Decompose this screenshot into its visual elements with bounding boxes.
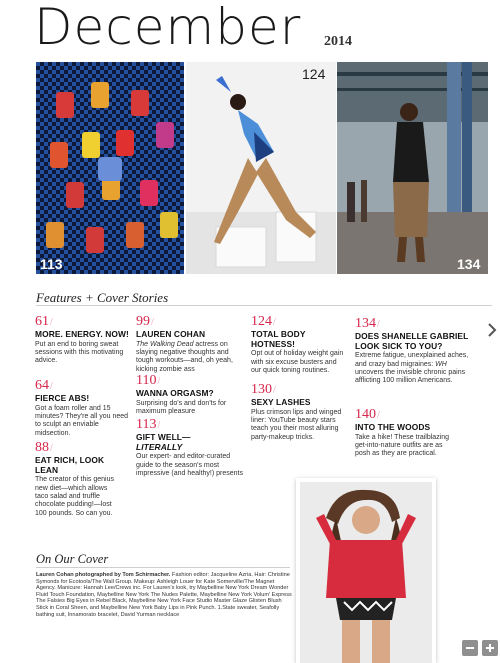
story-item[interactable] (136, 373, 244, 416)
section-divider (36, 567, 290, 568)
story-item[interactable] (35, 314, 129, 366)
street-woman-image (337, 62, 488, 274)
story-title-line2: LITERALLY (136, 441, 183, 452)
story-dek: The creator of this genius new diet—which allows taco salad and truffle chocolate pudding!—lost 100 pounds. So can you. (35, 476, 114, 517)
story-title: WANNA ORGASM? (136, 388, 214, 398)
story-title: DOES SHANELLE GABRIEL LOOK SICK TO YOU? (355, 331, 469, 351)
issue-year: 2014 (324, 34, 352, 49)
story-page-number: 140/ (355, 407, 380, 422)
cover-credits: Lauren Cohan photographed by Tom Schirmacher. Fashion editor: Jacqueline Azria. Hair: Christine Symonds for Ecotools/The Wall Group. Makeup: Ashleigh Louer for Kate Somerville/The Magnet Agency. Manicure: Hannah Lee/Crews inc. For Lauren's look, try Maybelline New York Dream Wonder Fluid Touch Foundation, Maybelline New York The Nudes Palette, Maybelline New York Volum' Express The Falsies Big Eyes in Rebel Black, Maybelline New York Face Studio Master Glaze Glisten Blush Stick in Coral Sheen, and Maybelline New York Baby Lips in Pink Punch. 1.State sweater, Seafolly bathing suit, Innamorato bracelet, David Yurman necklace (36, 572, 292, 618)
story-dek: Our expert- and editor-curated guide to the season's most impressive (and healthy!) presents (136, 453, 243, 477)
story-item[interactable] (35, 440, 115, 518)
jumping-woman-image (186, 62, 336, 274)
story-title: FIERCE ABS! (35, 393, 90, 403)
story-item[interactable] (35, 378, 129, 438)
nail-polish-image (36, 62, 184, 274)
photo-jumping-woman[interactable] (186, 62, 336, 274)
zoom-in-button[interactable] (482, 640, 498, 656)
story-page-number: 61/ (35, 314, 53, 329)
cover-header: On Our Cover (36, 552, 109, 566)
story-page-number: 124/ (251, 314, 276, 329)
photo-page-number: 113 (40, 256, 63, 272)
section-divider (36, 305, 492, 306)
story-dek: The Walking Dead actress on slaying negative thoughts and tough workouts—and, oh yeah, kicking zombie ass (136, 340, 233, 373)
story-dek: Take a hike! These trailblazing get-into-nature outfits are as posh as they are practical. (355, 433, 450, 458)
chevron-right-icon (484, 322, 500, 338)
story-dek: Put an end to boring sweat sessions with this motivating advice. (35, 340, 124, 365)
story-page-number: 134/ (355, 316, 380, 331)
story-dek: Extreme fatigue, unexplained aches, and crazy bad migraines: WH uncovers the invisible chronic pains afflicting 100 million Americans. (355, 352, 469, 385)
story-page-number: 64/ (35, 378, 53, 393)
plus-icon (482, 640, 498, 656)
next-page-button[interactable] (484, 322, 500, 338)
story-title: INTO THE WOODS (355, 422, 431, 432)
page-title: December (34, 0, 302, 56)
story-dek: Plus crimson lips and winged liner: YouTube beauty stars teach you their most alluring party-makeup tricks. (251, 408, 342, 441)
zoom-out-button[interactable] (462, 640, 478, 656)
photo-street-woman[interactable] (337, 62, 488, 274)
story-page-number: 130/ (251, 382, 276, 397)
story-title: EAT RICH, LOOK LEAN (35, 455, 105, 475)
story-page-number: 99/ (136, 314, 154, 329)
story-dek: Surprising do's and don'ts for maximum pleasure (136, 399, 227, 415)
story-title: TOTAL BODY HOTNESS! (251, 329, 306, 349)
story-item[interactable] (136, 417, 244, 478)
story-item[interactable] (136, 314, 244, 374)
photo-page-number: 124 (302, 66, 326, 82)
photo-page-number: 134 (457, 256, 481, 272)
story-item[interactable] (251, 382, 347, 442)
features-header: Features + Cover Stories (36, 290, 169, 305)
story-page-number: 88/ (35, 440, 53, 455)
story-item[interactable] (355, 316, 473, 386)
story-title: GIFT WELL— (136, 432, 191, 442)
story-title: SEXY LASHES (251, 397, 311, 407)
story-title: LAUREN COHAN (136, 329, 206, 339)
story-dek: Got a foam roller and 15 minutes? They're all you need to sculpt an enviable midsection. (35, 404, 129, 437)
story-title: MORE. ENERGY. NOW! (35, 329, 129, 339)
minus-icon (462, 640, 478, 656)
story-item[interactable] (251, 314, 347, 375)
cover-photo[interactable] (296, 478, 436, 663)
cover-model-image (296, 478, 436, 663)
story-dek: Opt out of holiday weight gain with six excuse busters and our quick toning routines. (251, 350, 344, 374)
story-page-number: 113/ (136, 417, 161, 432)
story-item[interactable] (355, 407, 459, 459)
story-page-number: 110/ (136, 373, 161, 388)
photo-nail-polish[interactable] (36, 62, 184, 274)
